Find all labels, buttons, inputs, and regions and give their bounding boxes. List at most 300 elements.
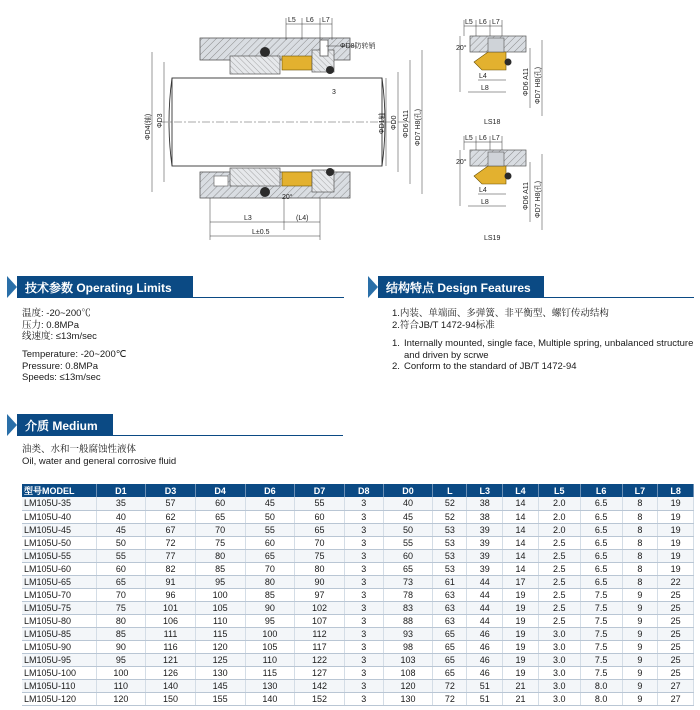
pressure-en: Pressure: 0.8MPa	[22, 360, 99, 372]
model-cell: LM105U-65	[22, 575, 96, 588]
table-cell: 103	[383, 653, 433, 666]
table-row	[22, 679, 694, 692]
temperature-en: Temperature: -20~200℃	[22, 349, 127, 360]
table-cell: 65	[433, 653, 467, 666]
table-cell: 82	[146, 562, 196, 575]
table-cell: 3	[344, 575, 383, 588]
table-cell: 115	[195, 627, 245, 640]
table-cell: 14	[503, 562, 539, 575]
table-cell: 19	[503, 614, 539, 627]
table-cell: 3	[344, 523, 383, 536]
table-cell: 77	[146, 549, 196, 562]
table-cell: 25	[658, 640, 694, 653]
table-cell: 142	[295, 679, 345, 692]
speed-en: Speeds: ≤13m/sec	[22, 372, 101, 383]
table-cell: 7.5	[580, 588, 622, 601]
table-cell: 95	[96, 653, 146, 666]
table-cell: 55	[295, 497, 345, 510]
dim-l4: (L4)	[296, 215, 309, 222]
table-cell: 70	[96, 588, 146, 601]
table-cell: 116	[146, 640, 196, 653]
table-cell: 9	[622, 588, 658, 601]
table-cell: 100	[96, 666, 146, 679]
table-cell: 8	[622, 549, 658, 562]
table-cell: 40	[96, 510, 146, 523]
table-cell: 19	[658, 549, 694, 562]
table-cell: 19	[658, 562, 694, 575]
dim-l5: L5	[288, 17, 296, 24]
table-cell: 3	[344, 588, 383, 601]
column-header: D1	[96, 484, 146, 497]
table-cell: 70	[295, 536, 345, 549]
table-body	[22, 497, 694, 705]
table-cell: 122	[295, 653, 345, 666]
column-header: D8	[344, 484, 383, 497]
table-cell: 53	[433, 536, 467, 549]
table-cell: 55	[383, 536, 433, 549]
table-cell: 126	[146, 666, 196, 679]
design-features-cn	[392, 308, 609, 331]
table-cell: 3	[344, 497, 383, 510]
table-cell: 108	[383, 666, 433, 679]
ls19-d6: ΦD6 A11	[523, 181, 530, 210]
table-cell: 25	[658, 666, 694, 679]
table-cell: 40	[383, 497, 433, 510]
ls19-l8: L8	[481, 199, 489, 206]
table-cell: 25	[658, 653, 694, 666]
column-header: L8	[658, 484, 694, 497]
table-cell: 70	[245, 562, 295, 575]
table-cell: 152	[295, 692, 345, 705]
model-cell: LM105U-35	[22, 497, 96, 510]
table-cell: 65	[295, 523, 345, 536]
column-header: L6	[580, 484, 622, 497]
table-cell: 57	[146, 497, 196, 510]
table-row	[22, 601, 694, 614]
table-row	[22, 523, 694, 536]
medium-cn: 油类、水和一般腐蚀性液体	[22, 444, 137, 455]
table-cell: 45	[383, 510, 433, 523]
ls19-name: LS19	[484, 235, 501, 242]
ls19-d7: ΦD7 H8(孔)	[535, 180, 542, 218]
table-cell: 63	[433, 614, 467, 627]
table-cell: 45	[96, 523, 146, 536]
table-cell: 7.5	[580, 653, 622, 666]
table-cell: 44	[467, 575, 503, 588]
ls18-l7: L7	[492, 19, 500, 26]
table-cell: 9	[622, 666, 658, 679]
table-cell: 101	[146, 601, 196, 614]
header-rule	[190, 297, 344, 298]
table-cell: 55	[96, 549, 146, 562]
table-cell: 7.5	[580, 614, 622, 627]
model-cell: LM105U-120	[22, 692, 96, 705]
table-cell: 105	[245, 640, 295, 653]
table-cell: 120	[383, 679, 433, 692]
table-cell: 2.5	[538, 575, 580, 588]
table-cell: 70	[195, 523, 245, 536]
table-cell: 130	[383, 692, 433, 705]
model-cell: LM105U-90	[22, 640, 96, 653]
dim-l7: L7	[322, 17, 330, 24]
table-cell: 39	[467, 562, 503, 575]
dim-d6: ΦD6 A11	[403, 109, 410, 138]
table-cell: 53	[433, 549, 467, 562]
table-cell: 6.5	[580, 510, 622, 523]
table-row	[22, 575, 694, 588]
table-cell: 7.5	[580, 627, 622, 640]
dim-three: 3	[332, 89, 336, 96]
table-cell: 7.5	[580, 666, 622, 679]
ls18-l5: L5	[465, 19, 473, 26]
table-cell: 8.0	[580, 679, 622, 692]
table-row	[22, 614, 694, 627]
model-cell: LM105U-45	[22, 523, 96, 536]
table-cell: 6.5	[580, 562, 622, 575]
table-cell: 19	[503, 601, 539, 614]
feature-cn-2: 2.符合JB/T 1472-94标准	[392, 319, 495, 331]
table-cell: 35	[96, 497, 146, 510]
table-cell: 3	[344, 627, 383, 640]
table-cell: 3	[344, 666, 383, 679]
feature-en-item	[392, 338, 696, 361]
medium-header	[7, 414, 113, 436]
table-cell: 140	[245, 692, 295, 705]
table-cell: 97	[295, 588, 345, 601]
table-cell: 90	[96, 640, 146, 653]
table-cell: 19	[503, 627, 539, 640]
table-cell: 3	[344, 653, 383, 666]
column-header: 型号MODEL	[22, 484, 96, 497]
table-cell: 3	[344, 562, 383, 575]
table-cell: 130	[195, 666, 245, 679]
table-cell: 3	[344, 536, 383, 549]
table-cell: 27	[658, 692, 694, 705]
speed-cn: 线速度: ≤13m/sec	[22, 331, 97, 342]
table-cell: 46	[467, 666, 503, 679]
table-cell: 60	[96, 562, 146, 575]
table-cell: 110	[96, 679, 146, 692]
table-cell: 51	[467, 679, 503, 692]
table-cell: 72	[433, 692, 467, 705]
model-cell: LM105U-55	[22, 549, 96, 562]
model-cell: LM105U-100	[22, 666, 96, 679]
table-cell: 75	[96, 601, 146, 614]
dim-d1: ΦD1轴	[379, 112, 386, 134]
table-cell: 98	[383, 640, 433, 653]
table-cell: 9	[622, 627, 658, 640]
table-cell: 3	[344, 510, 383, 523]
table-cell: 14	[503, 523, 539, 536]
table-cell: 65	[195, 510, 245, 523]
model-cell: LM105U-70	[22, 588, 96, 601]
dim-l6: L6	[306, 17, 314, 24]
table-cell: 90	[245, 601, 295, 614]
table-cell: 95	[245, 614, 295, 627]
table-row	[22, 692, 694, 705]
table-cell: 3.0	[538, 653, 580, 666]
feature-cn-1: 1.内装、单端面、多弹簧、非平衡型、螺钉传动结构	[392, 308, 609, 319]
table-cell: 2.5	[538, 536, 580, 549]
table-cell: 8	[622, 562, 658, 575]
table-cell: 53	[433, 562, 467, 575]
table-cell: 100	[195, 588, 245, 601]
table-cell: 9	[622, 640, 658, 653]
table-header-row	[22, 484, 694, 497]
column-header: L7	[622, 484, 658, 497]
table-cell: 80	[245, 575, 295, 588]
table-cell: 39	[467, 549, 503, 562]
table-cell: 25	[658, 588, 694, 601]
table-cell: 85	[195, 562, 245, 575]
feature-en-num: 2.	[392, 361, 400, 372]
table-cell: 60	[383, 549, 433, 562]
table-cell: 17	[503, 575, 539, 588]
table-cell: 125	[195, 653, 245, 666]
seal-technical-drawing	[0, 0, 700, 262]
column-header: D4	[195, 484, 245, 497]
table-cell: 44	[467, 614, 503, 627]
table-cell: 9	[622, 679, 658, 692]
table-cell: 3	[344, 614, 383, 627]
column-header: D3	[146, 484, 196, 497]
table-cell: 121	[146, 653, 196, 666]
table-cell: 88	[383, 614, 433, 627]
table-cell: 72	[146, 536, 196, 549]
table-cell: 19	[658, 536, 694, 549]
table-cell: 85	[96, 627, 146, 640]
ls18-d7: ΦD7 H8(孔)	[535, 66, 542, 104]
table-cell: 14	[503, 549, 539, 562]
table-cell: 19	[503, 666, 539, 679]
model-cell: LM105U-50	[22, 536, 96, 549]
spec-table	[22, 484, 694, 706]
table-cell: 44	[467, 588, 503, 601]
table-cell: 95	[195, 575, 245, 588]
table-cell: 3.0	[538, 679, 580, 692]
table-cell: 50	[383, 523, 433, 536]
main-section-view	[143, 17, 422, 240]
table-cell: 83	[383, 601, 433, 614]
dim-d3: ΦD3	[157, 113, 164, 128]
table-cell: 62	[146, 510, 196, 523]
table-cell: 8	[622, 536, 658, 549]
table-cell: 80	[96, 614, 146, 627]
ls19-l6: L6	[479, 135, 487, 142]
dim-l: L±0.5	[252, 229, 270, 236]
table-cell: 7.5	[580, 601, 622, 614]
table-cell: 25	[658, 614, 694, 627]
table-cell: 45	[245, 497, 295, 510]
table-cell: 3.0	[538, 640, 580, 653]
table-cell: 75	[295, 549, 345, 562]
ls19-l5: L5	[465, 135, 473, 142]
table-cell: 155	[195, 692, 245, 705]
table-cell: 150	[146, 692, 196, 705]
table-cell: 65	[383, 562, 433, 575]
table-cell: 14	[503, 510, 539, 523]
column-header: L4	[503, 484, 539, 497]
table-cell: 63	[433, 588, 467, 601]
table-cell: 46	[467, 627, 503, 640]
table-cell: 140	[146, 679, 196, 692]
feature-en-num: 1.	[392, 338, 400, 349]
ls19-detail-view	[456, 135, 542, 242]
table-cell: 6.5	[580, 549, 622, 562]
table-row	[22, 640, 694, 653]
table-row	[22, 666, 694, 679]
table-cell: 25	[658, 601, 694, 614]
table-cell: 60	[245, 536, 295, 549]
table-cell: 9	[622, 692, 658, 705]
operating-limits-header	[7, 276, 193, 298]
temperature-cn: 温度: -20~200℃	[22, 308, 91, 319]
table-cell: 112	[295, 627, 345, 640]
model-cell: LM105U-40	[22, 510, 96, 523]
table-cell: 65	[433, 666, 467, 679]
table-cell: 2.5	[538, 601, 580, 614]
table-cell: 3	[344, 549, 383, 562]
pressure-cn: 压力: 0.8MPa	[22, 319, 80, 331]
table-cell: 63	[433, 601, 467, 614]
table-cell: 38	[467, 510, 503, 523]
table-cell: 120	[195, 640, 245, 653]
table-cell: 19	[658, 497, 694, 510]
table-cell: 78	[383, 588, 433, 601]
table-row	[22, 653, 694, 666]
table-cell: 9	[622, 614, 658, 627]
table-cell: 14	[503, 497, 539, 510]
table-cell: 115	[245, 666, 295, 679]
table-cell: 107	[295, 614, 345, 627]
table-cell: 2.5	[538, 588, 580, 601]
ls19-angle: 20°	[456, 159, 467, 166]
medium-title: 介质 Medium	[17, 414, 113, 436]
table-cell: 72	[433, 679, 467, 692]
table-cell: 46	[467, 640, 503, 653]
header-rule	[113, 435, 343, 436]
column-header: L	[433, 484, 467, 497]
table-cell: 19	[503, 653, 539, 666]
table-cell: 52	[433, 497, 467, 510]
medium-en: Oil, water and general corrosive fluid	[22, 455, 177, 467]
header-arrow-icon	[7, 414, 17, 436]
table-row	[22, 549, 694, 562]
operating-limits-title: 技术参数 Operating Limits	[17, 276, 193, 298]
ls18-name: LS18	[484, 119, 501, 126]
table-cell: 117	[295, 640, 345, 653]
table-row	[22, 510, 694, 523]
table-cell: 6.5	[580, 536, 622, 549]
table-cell: 46	[467, 653, 503, 666]
table-cell: 22	[658, 575, 694, 588]
dim-angle: 20°	[282, 194, 293, 201]
ls18-l8: L8	[481, 85, 489, 92]
table-cell: 80	[195, 549, 245, 562]
dim-l3: L3	[244, 215, 252, 222]
table-cell: 55	[245, 523, 295, 536]
table-cell: 2.0	[538, 510, 580, 523]
table-cell: 130	[245, 679, 295, 692]
table-cell: 100	[245, 627, 295, 640]
dim-d0: ΦD0	[391, 115, 398, 130]
table-cell: 8.0	[580, 692, 622, 705]
table-cell: 3.0	[538, 666, 580, 679]
table-cell: 19	[503, 640, 539, 653]
table-cell: 93	[383, 627, 433, 640]
table-cell: 60	[295, 510, 345, 523]
column-header: D7	[295, 484, 345, 497]
table-row	[22, 588, 694, 601]
column-header: D6	[245, 484, 295, 497]
table-cell: 3	[344, 640, 383, 653]
ls18-l4: L4	[479, 73, 487, 80]
model-cell: LM105U-110	[22, 679, 96, 692]
table-cell: 9	[622, 601, 658, 614]
column-header: L3	[467, 484, 503, 497]
table-cell: 60	[195, 497, 245, 510]
table-cell: 6.5	[580, 575, 622, 588]
table-cell: 19	[658, 523, 694, 536]
table-cell: 50	[96, 536, 146, 549]
table-cell: 2.0	[538, 497, 580, 510]
table-cell: 19	[503, 588, 539, 601]
table-cell: 65	[96, 575, 146, 588]
table-cell: 3	[344, 679, 383, 692]
table-cell: 111	[146, 627, 196, 640]
table-cell: 61	[433, 575, 467, 588]
table-cell: 65	[245, 549, 295, 562]
ls19-l4: L4	[479, 187, 487, 194]
table-cell: 75	[195, 536, 245, 549]
table-cell: 106	[146, 614, 196, 627]
column-header: L5	[538, 484, 580, 497]
feature-en-item	[392, 361, 696, 373]
ls18-l6: L6	[479, 19, 487, 26]
table-row	[22, 497, 694, 510]
table-cell: 85	[245, 588, 295, 601]
table-cell: 91	[146, 575, 196, 588]
table-cell: 50	[245, 510, 295, 523]
operating-limits-cn	[22, 308, 97, 343]
table-cell: 38	[467, 497, 503, 510]
operating-limits-en	[22, 349, 126, 384]
table-cell: 19	[658, 510, 694, 523]
model-cell: LM105U-85	[22, 627, 96, 640]
table-cell: 14	[503, 536, 539, 549]
table-cell: 102	[295, 601, 345, 614]
model-cell: LM105U-80	[22, 614, 96, 627]
table-cell: 7.5	[580, 640, 622, 653]
table-cell: 3.0	[538, 692, 580, 705]
ls18-d6: ΦD6 A11	[523, 67, 530, 96]
table-cell: 21	[503, 692, 539, 705]
table-cell: 3	[344, 692, 383, 705]
header-rule	[542, 297, 694, 298]
dim-d7: ΦD7 H8(孔)	[415, 108, 422, 146]
table-cell: 2.5	[538, 562, 580, 575]
table-cell: 53	[433, 523, 467, 536]
table-cell: 145	[195, 679, 245, 692]
table-cell: 65	[433, 627, 467, 640]
table-cell: 67	[146, 523, 196, 536]
design-features-en	[392, 338, 696, 373]
table-cell: 120	[96, 692, 146, 705]
table-cell: 2.5	[538, 549, 580, 562]
table-row	[22, 536, 694, 549]
dim-d8: ΦD8防转销	[340, 43, 376, 50]
ls19-l7: L7	[492, 135, 500, 142]
